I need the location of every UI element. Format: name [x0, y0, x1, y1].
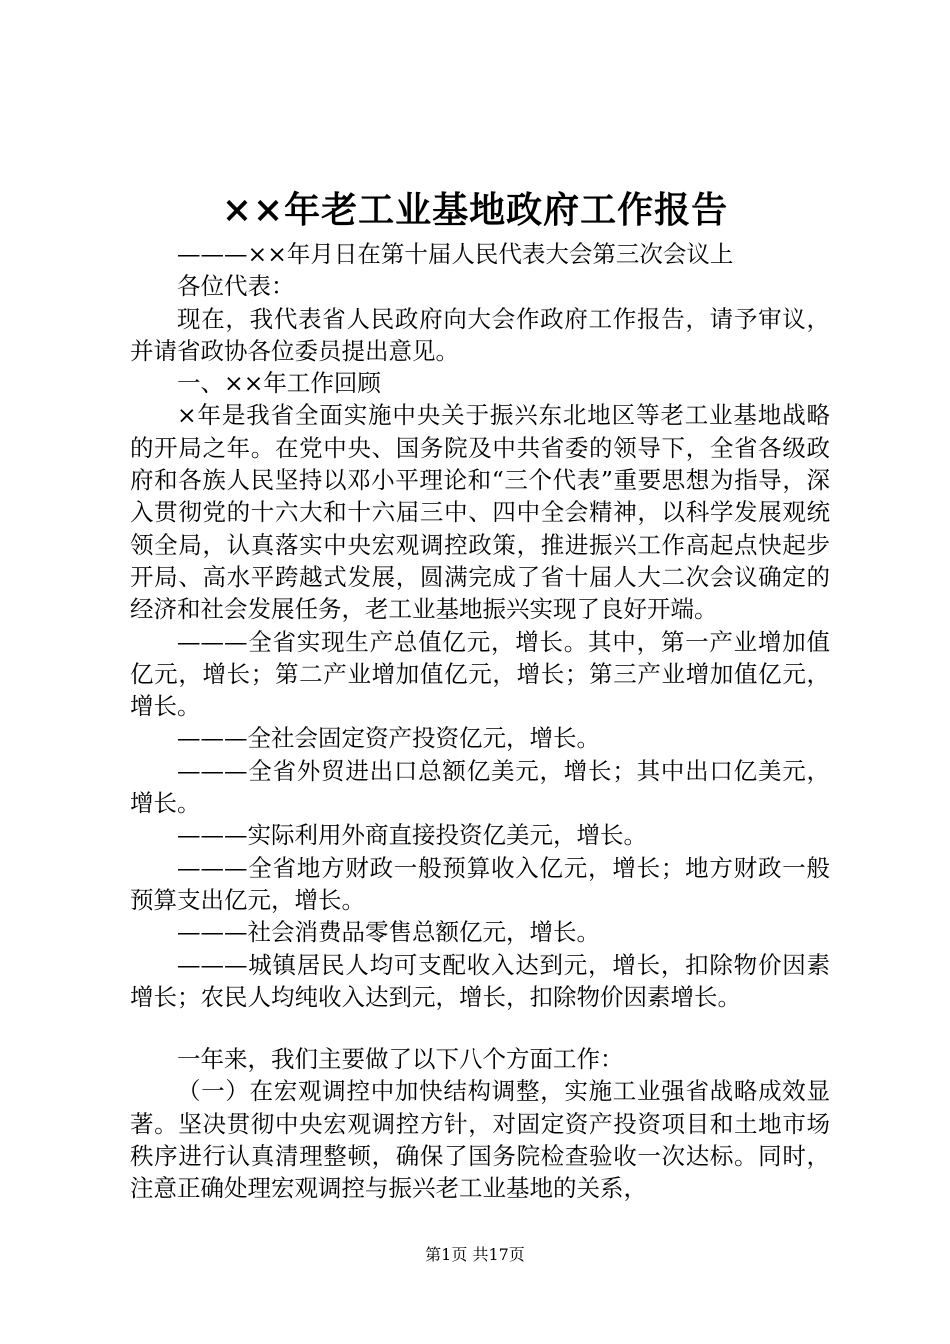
- list-item: ———全省地方财政一般预算收入亿元，增长；地方财政一般预算支出亿元，增长。: [130, 853, 830, 914]
- paragraph: 一年来，我们主要做了以下八个方面工作：: [177, 1045, 624, 1074]
- paragraph: （一）在宏观调控中加快结构调整，实施工业强省战略成效显著。坚决贯彻中央宏观调控方针，对固定资产投资项目和土地市场秩序进行认真清理整顿，确保了国务院检查验收一次达标。同时，注意正确处理宏观调控与振兴老工业基地的关系，: [130, 1077, 830, 1203]
- paragraph: ×年是我省全面实施中央关于振兴东北地区等老工业基地战略的开局之年。在党中央、国务院及中共省委的领导下，全省各级政府和各族人民坚持以邓小平理论和“三个代表”重要思想为指导，深入贯彻党的十六大和十六届三中、四中全会精神，以科学发展观统领全局，认真落实中央宏观调控政策，推进振兴工作高起点快起步开局、高水平跨越式发展，圆满完成了省十届人大二次会议确定的经济和社会发展任务，老工业基地振兴实现了良好开端。: [130, 401, 830, 624]
- list-item: ———全省实现生产总值亿元，增长。其中，第一产业增加值亿元，增长；第二产业增加值亿元，增长；第三产业增加值亿元，增长。: [130, 627, 830, 721]
- list-item: ———全社会固定资产投资亿元，增长。: [177, 724, 600, 753]
- subtitle-line: ———××年月日在第十届人民代表大会第三次会议上: [177, 240, 734, 268]
- list-item: ———城镇居民人均可支配收入达到元，增长，扣除物价因素增长；农民人均纯收入达到元，增长，扣除物价因素增长。: [130, 950, 830, 1011]
- page-number: 第1页 共17页: [425, 1245, 525, 1264]
- list-item: ———全省外贸进出口总额亿美元，增长；其中出口亿美元，增长。: [130, 756, 830, 818]
- list-item: ———实际利用外商直接投资亿美元，增长。: [177, 821, 647, 850]
- document-body: [130, 238, 830, 1205]
- salutation: 各位代表：: [177, 272, 295, 301]
- document-title: ××年老工业基地政府工作报告: [221, 189, 729, 231]
- section-heading: 一、××年工作回顾: [177, 369, 381, 398]
- list-item: ———社会消费品零售总额亿元，增长。: [177, 918, 600, 947]
- paragraph: 现在，我代表省人民政府向大会作政府工作报告，请予审议，并请省政协各位委员提出意见。: [130, 304, 830, 365]
